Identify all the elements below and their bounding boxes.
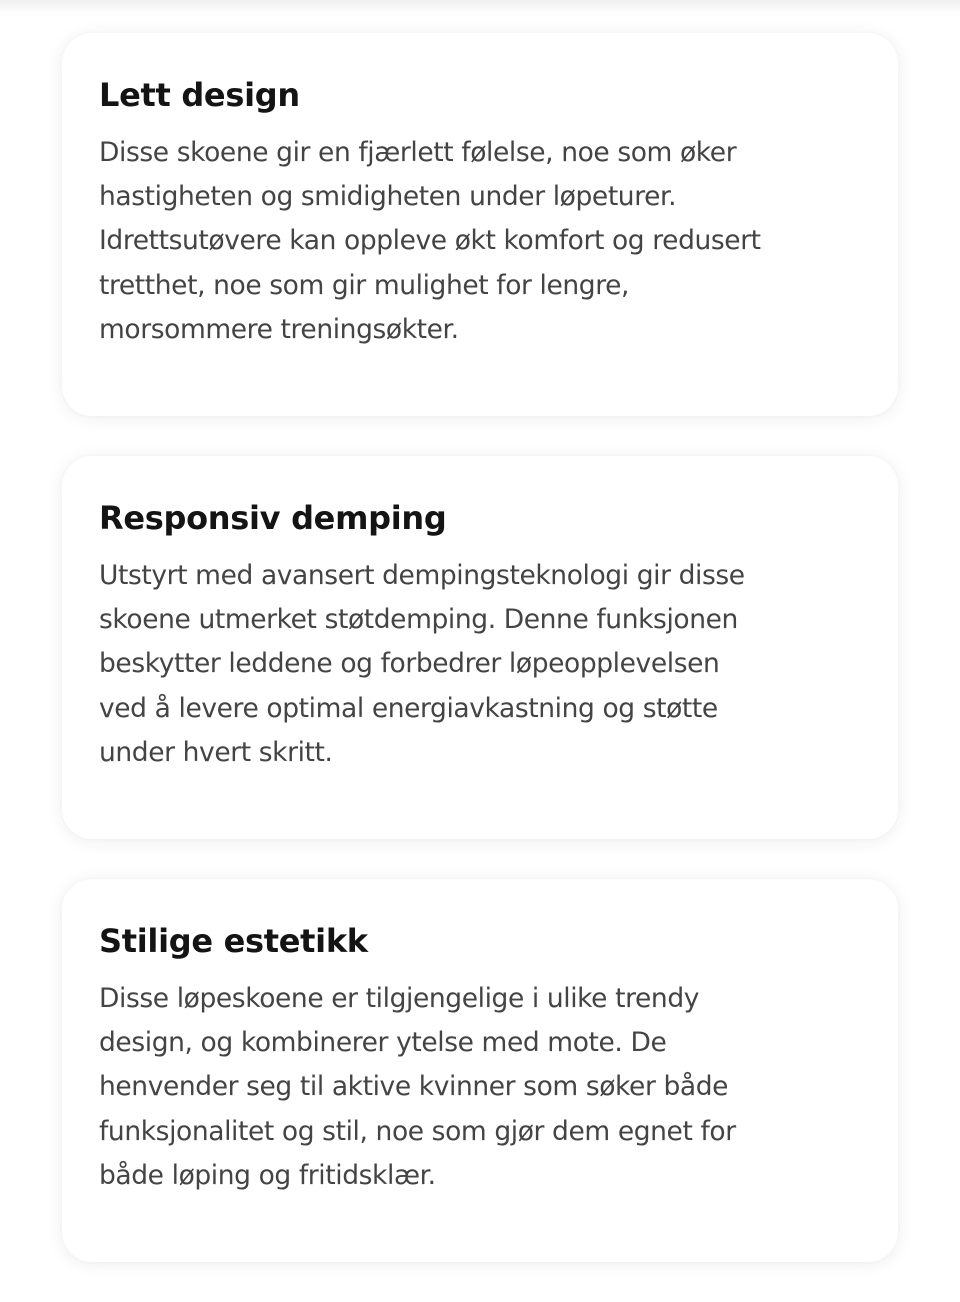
- description-line: henvender seg til aktive kvinner som søker både: [99, 1071, 729, 1103]
- description-line: funksjonalitet og stil, noe som gjør dem egnet for: [99, 1115, 736, 1147]
- description-line: Idrettsutøvere kan oppleve økt komfort og redusert: [99, 225, 761, 257]
- feature-card-list: [62, 33, 898, 1302]
- top-edge-shadow: [0, 0, 960, 14]
- description-line: beskytter leddene og forbedrer løpeopplevelsen: [99, 648, 720, 680]
- description-line: tretthet, noe som gir mulighet for lengre,: [99, 269, 630, 301]
- description-line: Disse skoene gir en fjærlett følelse, noe som øker: [99, 137, 737, 168]
- card-title: Responsiv demping: [99, 499, 447, 537]
- description-line: under hvert skritt.: [99, 736, 333, 768]
- description-line: både løping og fritidsklær.: [99, 1159, 436, 1191]
- description-line: design, og kombinerer ytelse med mote. De: [99, 1027, 667, 1059]
- feature-card-responsiv-demping: [62, 456, 898, 839]
- description-line: skoene utmerket støtdemping. Denne funksjonen: [99, 604, 738, 636]
- feature-card-lett-design: [62, 33, 898, 416]
- description-line: Utstyrt med avansert dempingsteknologi gir disse: [99, 560, 745, 591]
- feature-card-stilige-estetikk: [62, 879, 898, 1262]
- card-description: [99, 131, 862, 352]
- description-line: hastigheten og smidigheten under løpeturer.: [99, 181, 677, 213]
- description-line: Disse løpeskoene er tilgjengelige i ulike trendy: [99, 983, 700, 1014]
- card-title: Lett design: [99, 76, 300, 114]
- description-line: morsommere treningsøkter.: [99, 313, 459, 345]
- card-description: [99, 554, 862, 775]
- card-description: [99, 977, 862, 1198]
- description-line: ved å levere optimal energiavkastning og støtte: [99, 692, 718, 724]
- card-title: Stilige estetikk: [99, 922, 368, 960]
